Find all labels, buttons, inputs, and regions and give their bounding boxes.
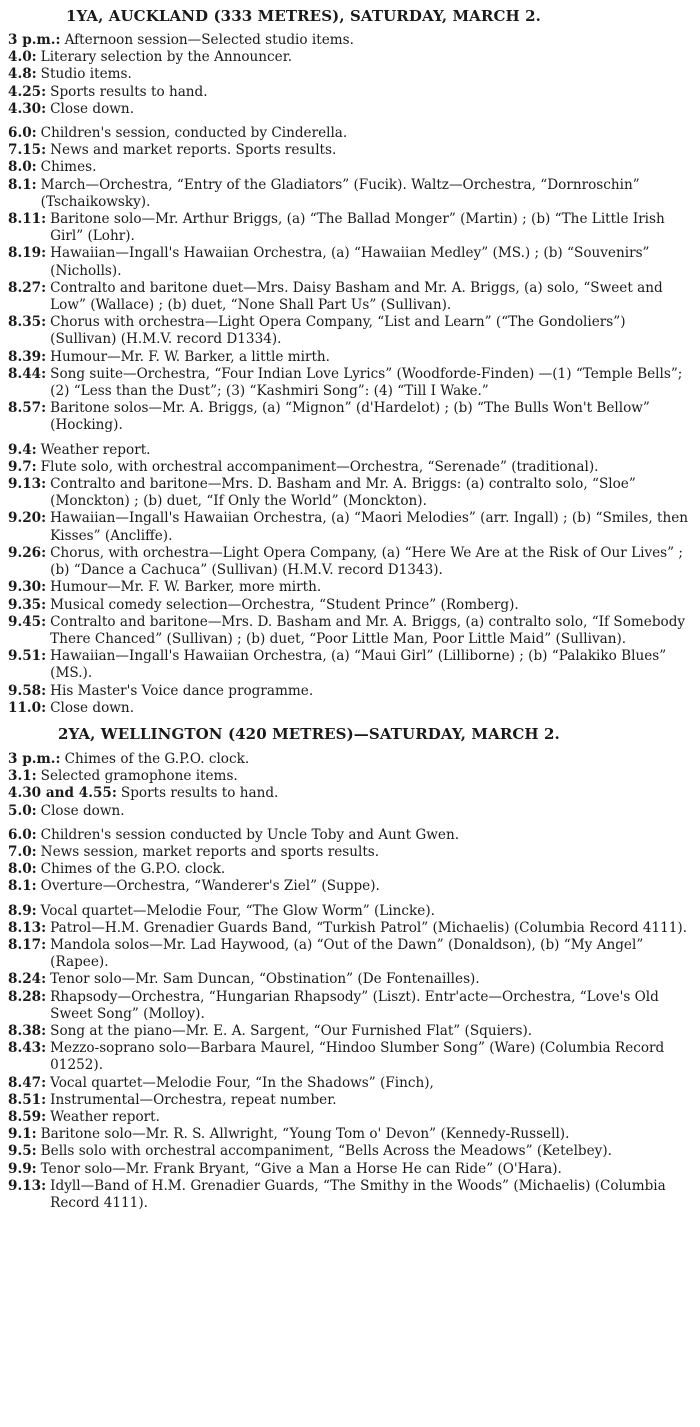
entry-description: Song suite—Orchestra, “Four Indian Love Lyrics” (Woodforde-Finden) —(1) “Temple Bells”; (2) “Less than the Dust”; (3) “Kashmiri Song”: (4) “Till I Wake.” [50, 365, 683, 400]
entry-description: Mandola solos—Mr. Lad Haywood, (a) “Out of the Dawn” (Donaldson), (b) “My Angel” (Rapee). [50, 936, 644, 971]
entry-description: Patrol—H.M. Grenadier Guards Band, “Turkish Patrol” (Michaelis) (Columbia Record 4111). [50, 919, 688, 936]
programme-entry [8, 579, 696, 596]
entry-time: 8.1: [8, 878, 37, 895]
entry-time: 8.17: [8, 936, 47, 953]
entry-time: 8.28: [8, 988, 47, 1005]
entry-time: 8.39: [8, 348, 47, 365]
section-heading-auckland: 1YA, AUCKLAND (333 METRES), SATURDAY, MARCH 2. [66, 7, 541, 25]
entry-description: Close down. [40, 802, 125, 819]
programme-entry [8, 1126, 696, 1143]
programme-entry [8, 49, 696, 66]
programme-entry [8, 903, 696, 920]
programme-entry [8, 920, 696, 937]
entry-description: Studio items. [40, 66, 132, 83]
entry-time: 8.51: [8, 1091, 47, 1108]
programme-entry [8, 1040, 696, 1074]
programme-entry [8, 476, 696, 510]
entry-description: Mezzo-soprano solo—Barbara Maurel, “Hindoo Slumber Song” (Ware) (Columbia Record 01252). [50, 1040, 665, 1074]
programme-entry [8, 101, 696, 118]
programme-entry [8, 803, 696, 820]
entry-description: Tenor solo—Mr. Sam Duncan, “Obstination” (De Fontenailles). [50, 971, 480, 988]
spacer [8, 896, 696, 903]
entry-description: Contralto and baritone—Mrs. D. Basham and Mr. A. Briggs: (a) contralto solo, “Sloe” (Monckton) ; (b) duet, “If Only the World” (Monckton). [50, 476, 636, 510]
entry-description: Overture—Orchestra, “Wanderer's Ziel” (Suppe). [40, 878, 380, 895]
entry-description: Chimes of the G.P.O. clock. [40, 861, 226, 878]
entry-time: 9.7: [8, 458, 37, 475]
section-heading-wellington: 2YA, WELLINGTON (420 METRES)—SATURDAY, MARCH 2. [58, 724, 560, 743]
entry-description: His Master's Voice dance programme. [50, 682, 314, 699]
entry-time: 5.0: [8, 802, 37, 819]
entry-description: Humour—Mr. F. W. Barker, more mirth. [50, 579, 322, 596]
programme-entry [8, 125, 696, 142]
entry-description: Sports results to hand. [50, 83, 208, 100]
programme-entry [8, 32, 696, 49]
entry-time: 4.8: [8, 66, 37, 83]
entry-description: News and market reports. Sports results. [50, 142, 337, 159]
entry-description: Chorus with orchestra—Light Opera Company, “List and Learn” (“The Gondoliers”) (Sullivan) (H.M.V. record D1334). [50, 314, 626, 348]
programme-entry [8, 459, 696, 476]
programme-entry [8, 648, 696, 682]
entry-description: March—Orchestra, “Entry of the Gladiators” (Fucik). Waltz—Orchestra, “Dornroschin” (Tschaikowsky). [40, 176, 640, 210]
entry-time: 8.9: [8, 902, 37, 919]
entry-time: 8.1: [8, 176, 37, 193]
entry-time: 7.15: [8, 142, 47, 159]
entry-time: 8.0: [8, 861, 37, 878]
entry-time: 7.0: [8, 843, 37, 860]
programme-entry [8, 614, 696, 648]
entry-description: Weather report. [50, 1108, 160, 1125]
entry-description: Hawaiian—Ingall's Hawaiian Orchestra, (a) “Maui Girl” (Lilliborne) ; (b) “Palakiko Blues” (MS.). [50, 648, 667, 682]
programme-entry [8, 844, 696, 861]
entry-time: 8.35: [8, 314, 47, 331]
entry-time: 4.25: [8, 83, 47, 100]
entry-time: 4.30 and 4.55: [8, 785, 117, 802]
programme-list-auckland [8, 32, 696, 717]
programme-entry [8, 84, 696, 101]
entry-description: Musical comedy selection—Orchestra, “Student Prince” (Romberg). [50, 596, 519, 613]
entry-description: Hawaiian—Ingall's Hawaiian Orchestra, (a) “Maori Melodies” (arr. Ingall) ; (b) “Smiles, then Kisses” (Ancliffe). [50, 510, 689, 544]
entry-time: 4.30: [8, 100, 47, 117]
entry-time: 3 p.m.: [8, 750, 61, 767]
entry-description: Hawaiian—Ingall's Hawaiian Orchestra, (a) “Hawaiian Medley” (MS.) ; (b) “Souvenirs” (Nicholls). [50, 245, 650, 279]
entry-time: 8.59: [8, 1108, 47, 1125]
entry-time: 9.1: [8, 1126, 37, 1143]
programme-entry [8, 768, 696, 785]
entry-description: Afternoon session—Selected studio items. [64, 32, 354, 48]
entry-time: 9.13: [8, 1177, 47, 1194]
programme-entry [8, 314, 696, 348]
entry-description: Vocal quartet—Melodie Four, “The Glow Worm” (Lincke). [40, 902, 435, 919]
programme-entry [8, 66, 696, 83]
entry-description: Rhapsody—Orchestra, “Hungarian Rhapsody” (Liszt). Entr'acte—Orchestra, “Love's Old Sweet Song” (Molloy). [50, 988, 659, 1022]
programme-list-wellington [8, 751, 696, 1212]
entry-time: 9.9: [8, 1160, 37, 1177]
entry-description: Bells solo with orchestral accompaniment, “Bells Across the Meadows” (Ketelbey). [40, 1143, 612, 1160]
entry-description: Humour—Mr. F. W. Barker, a little mirth. [50, 348, 330, 365]
entry-time: 8.44: [8, 365, 47, 382]
entry-description: Selected gramophone items. [40, 768, 238, 785]
entry-description: Close down. [50, 699, 135, 716]
entry-description: Contralto and baritone duet—Mrs. Daisy Basham and Mr. A. Briggs, (a) solo, “Sweet and Low” (Wallace) ; (b) duet, “None Shall Part Us” (Sullivan). [50, 279, 663, 314]
programme-entry [8, 1178, 696, 1212]
programme-entry [8, 937, 696, 971]
entry-description: Children's session, conducted by Cinderella. [40, 125, 348, 142]
programme-entry [8, 878, 696, 895]
entry-description: Song at the piano—Mr. E. A. Sargent, “Our Furnished Flat” (Squiers). [50, 1022, 533, 1039]
programme-entry [8, 751, 696, 768]
programme-entry [8, 177, 696, 211]
entry-description: Close down. [50, 100, 135, 117]
entry-description: Weather report. [40, 441, 151, 458]
entry-time: 8.57: [8, 400, 47, 417]
entry-time: 9.45: [8, 613, 47, 630]
entry-time: 9.20: [8, 510, 47, 527]
entry-time: 8.47: [8, 1074, 47, 1091]
programme-entry [8, 827, 696, 844]
entry-time: 3 p.m.: [8, 32, 61, 48]
entry-time: 8.38: [8, 1022, 47, 1039]
programme-entry [8, 683, 696, 700]
programme-entry [8, 142, 696, 159]
entry-description: Chimes. [40, 159, 97, 176]
entry-time: 8.43: [8, 1040, 47, 1057]
programme-entry [8, 1109, 696, 1126]
entry-description: Baritone solo—Mr. Arthur Briggs, (a) “The Ballad Monger” (Martin) ; (b) “The Little Irish Girl” (Lohr). [50, 211, 665, 245]
programme-entry [8, 597, 696, 614]
entry-time: 8.24: [8, 971, 47, 988]
programme-entry [8, 442, 696, 459]
entry-time: 9.4: [8, 441, 37, 458]
entry-time: 8.13: [8, 919, 47, 936]
entry-description: Chimes of the G.P.O. clock. [64, 750, 250, 767]
spacer [8, 118, 696, 125]
programme-entry [8, 1092, 696, 1109]
entry-description: Tenor solo—Mr. Frank Bryant, “Give a Man a Horse He can Ride” (O'Hara). [40, 1160, 562, 1177]
entry-description: Sports results to hand. [120, 785, 279, 802]
programme-entry [8, 245, 696, 279]
programme-entry [8, 1143, 696, 1160]
entry-description: Vocal quartet—Melodie Four, “In the Shadows” (Finch), [50, 1074, 434, 1091]
entry-time: 6.0: [8, 826, 37, 843]
entry-description: Idyll—Band of H.M. Grenadier Guards, “The Smithy in the Woods” (Michaelis) (Columbia Record 4111). [50, 1177, 666, 1211]
entry-time: 11.0: [8, 699, 47, 716]
programme-entry [8, 971, 696, 988]
programme-entry [8, 1023, 696, 1040]
programme-entry [8, 211, 696, 245]
programme-entry [8, 400, 696, 434]
entry-time: 9.13: [8, 476, 47, 493]
spacer [8, 435, 696, 442]
entry-time: 6.0: [8, 125, 37, 142]
entry-time: 9.5: [8, 1143, 37, 1160]
programme-entry [8, 280, 696, 314]
entry-description: Children's session conducted by Uncle Toby and Aunt Gwen. [40, 826, 460, 843]
entry-time: 9.58: [8, 682, 47, 699]
entry-description: Instrumental—Orchestra, repeat number. [50, 1091, 337, 1108]
programme-entry [8, 989, 696, 1023]
programme-entry [8, 545, 696, 579]
entry-time: 8.0: [8, 159, 37, 176]
entry-description: Baritone solo—Mr. R. S. Allwright, “Young Tom o' Devon” (Kennedy-Russell). [40, 1126, 570, 1143]
entry-description: Contralto and baritone—Mrs. D. Basham and Mr. A. Briggs, (a) contralto solo, “If Somebody There Chanced” (Sullivan) ; (b) duet, “Poor Little Man, Poor Little Maid” (Sullivan). [50, 613, 686, 647]
entry-time: 9.51: [8, 648, 47, 665]
entry-time: 9.30: [8, 579, 47, 596]
programme-entry [8, 700, 696, 717]
entry-time: 8.27: [8, 279, 47, 296]
programme-entry [8, 861, 696, 878]
entry-time: 8.11: [8, 211, 47, 228]
entry-description: Baritone solos—Mr. A. Briggs, (a) “Mignon” (d'Hardelot) ; (b) “The Bulls Won't Bellow” (Hocking). [50, 400, 650, 434]
programme-entry [8, 1075, 696, 1092]
programme-entry [8, 785, 696, 802]
programme-entry [8, 159, 696, 176]
entry-description: Flute solo, with orchestral accompaniment—Orchestra, “Serenade” (traditional). [40, 458, 599, 475]
entry-time: 3.1: [8, 768, 37, 785]
entry-description: News session, market reports and sports results. [40, 843, 380, 860]
programme-entry [8, 366, 696, 400]
programme-entry [8, 1161, 696, 1178]
entry-description: Literary selection by the Announcer. [40, 49, 293, 66]
entry-time: 9.26: [8, 544, 47, 561]
spacer [8, 820, 696, 827]
entry-time: 8.19: [8, 245, 47, 262]
entry-time: 9.35: [8, 596, 47, 613]
entry-description: Chorus, with orchestra—Light Opera Company, (a) “Here We Are at the Risk of Our Lives” ; (b) “Dance a Cachuca” (Sullivan) (H.M.V. record D1343). [50, 544, 684, 579]
programme-entry [8, 349, 696, 366]
entry-time: 4.0: [8, 49, 37, 66]
programme-entry [8, 510, 696, 544]
